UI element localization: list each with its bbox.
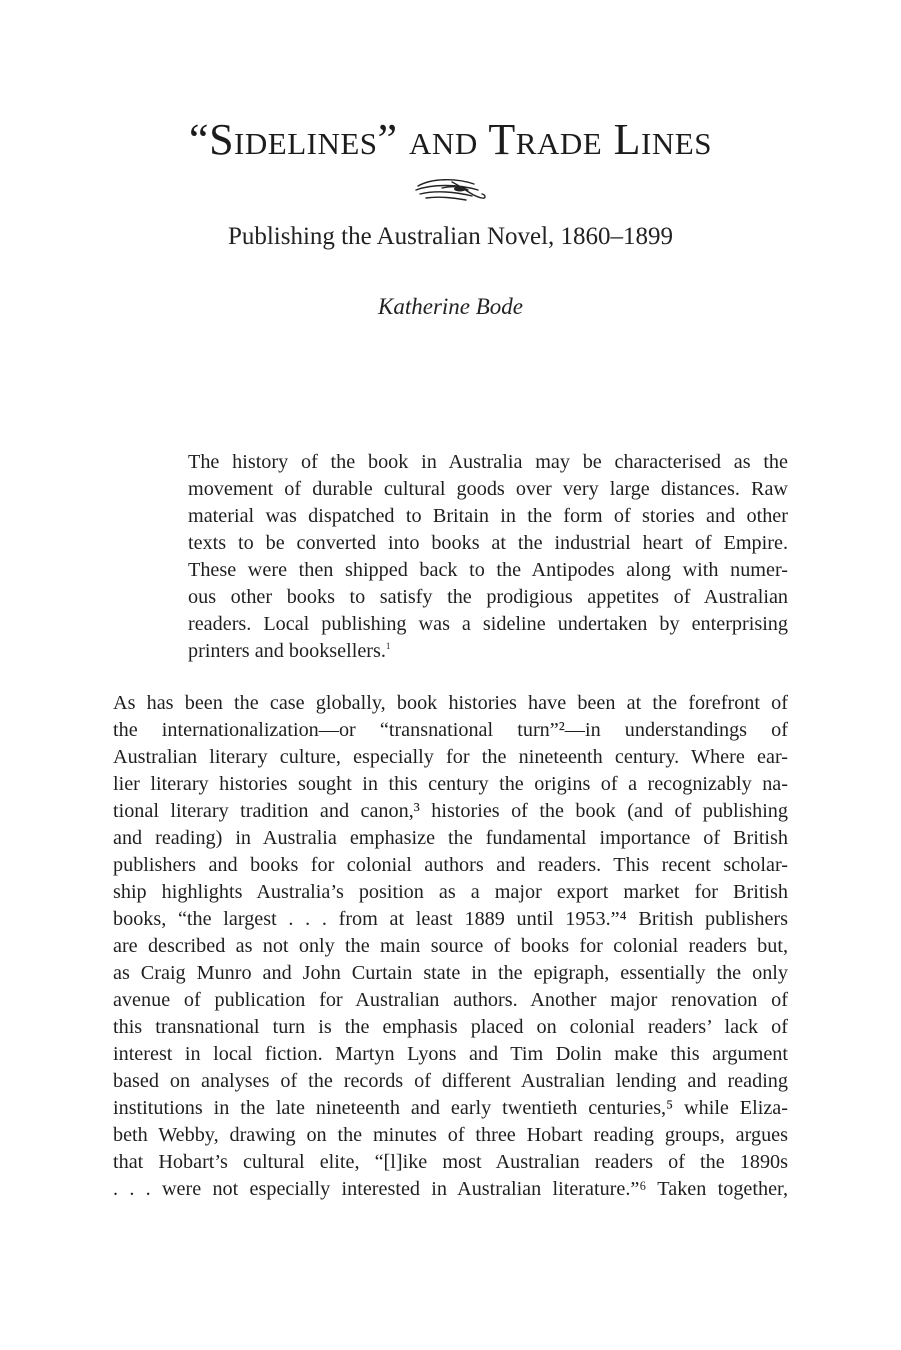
- chapter-subtitle: Publishing the Australian Novel, 1860–1899: [227, 223, 674, 250]
- body-line: avenue of publication for Australian authors. Another major renovation of: [113, 989, 788, 1011]
- epigraph-line: texts to be converted into books at the industrial heart of Empire.: [188, 532, 788, 554]
- body-line: beth Webby, drawing on the minutes of three Hobart reading groups, argues: [113, 1124, 788, 1146]
- epigraph-block: [188, 449, 788, 665]
- body-line: lier literary histories sought in this century the origins of a recognizably na-: [113, 773, 788, 795]
- body-line: that Hobart’s cultural elite, “[l]ike most Australian readers of the 1890s: [113, 1151, 788, 1173]
- body-line: . . . were not especially interested in Australian literature.”⁶ Taken together,: [113, 1178, 788, 1200]
- epigraph-line: material was dispatched to Britain in the form of stories and other: [188, 505, 788, 527]
- body-line: ship highlights Australia’s position as a major export market for British: [113, 881, 788, 903]
- body-line: interest in local fiction. Martyn Lyons and Tim Dolin make this argument: [113, 1043, 788, 1065]
- body-line: as Craig Munro and John Curtain state in the epigraph, essentially the only: [113, 962, 788, 984]
- epigraph-line: The history of the book in Australia may be characterised as the: [188, 451, 788, 473]
- body-line: books, “the largest . . . from at least 1889 until 1953.”⁴ British publishers: [113, 908, 788, 930]
- body-line: As has been the case globally, book histories have been at the forefront of: [113, 692, 788, 714]
- body-line: the internationalization—or “transnational turn”²—in understandings of: [113, 719, 788, 741]
- flourish-ornament-icon: [412, 174, 488, 206]
- footnote-ref: 1: [385, 641, 391, 651]
- chapter-title: “Sidelines” and Trade Lines: [189, 115, 712, 164]
- epigraph-line-text: printers and booksellers.: [188, 640, 386, 662]
- body-line: based on analyses of the records of different Australian lending and reading: [113, 1070, 788, 1092]
- body-line: are described as not only the main source of books for colonial readers but,: [113, 935, 788, 957]
- epigraph-line: movement of durable cultural goods over very large distances. Raw: [188, 478, 788, 500]
- body-line: publishers and books for colonial authors and readers. This recent scholar-: [113, 854, 788, 876]
- epigraph-line: ous other books to satisfy the prodigious appetites of Australian: [188, 586, 788, 608]
- epigraph-line: readers. Local publishing was a sideline undertaken by enterprising: [188, 613, 788, 635]
- body-paragraph: [113, 690, 788, 1203]
- body-line: tional literary tradition and canon,³ histories of the book (and of publishing: [113, 800, 788, 822]
- body-line: and reading) in Australia emphasize the fundamental importance of British: [113, 827, 788, 849]
- body-line: Australian literary culture, especially for the nineteenth century. Where ear-: [113, 746, 788, 768]
- epigraph-last-line: [188, 638, 788, 665]
- epigraph-line: These were then shipped back to the Antipodes along with numer-: [188, 559, 788, 581]
- body-line: institutions in the late nineteenth and early twentieth centuries,⁵ while Eliza-: [113, 1097, 788, 1119]
- chapter-author: Katherine Bode: [378, 294, 523, 319]
- body-line: this transnational turn is the emphasis placed on colonial readers’ lack of: [113, 1016, 788, 1038]
